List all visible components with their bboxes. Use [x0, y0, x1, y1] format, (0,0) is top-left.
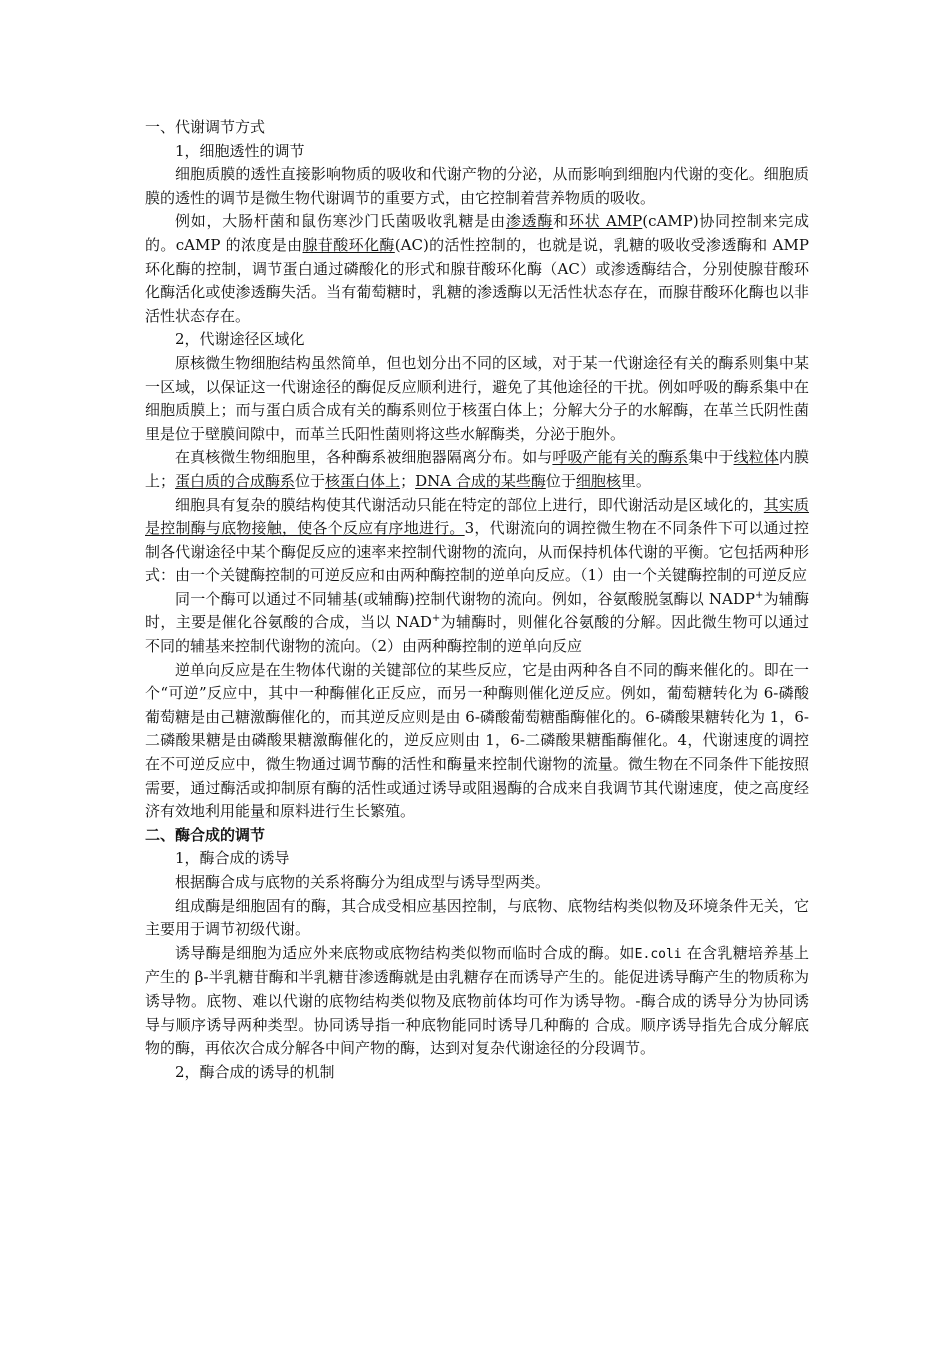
underlined-term: 蛋白质的合成酶系 [175, 471, 296, 490]
underlined-term: 呼吸产能有关的酶系 [552, 448, 689, 467]
underlined-sentence: 其实质是控制酶与底物接触，使各个反应有序地进行。 [145, 495, 809, 538]
paragraph-unidirectional-reactions: 逆单向反应是在生物体代谢的关键部位的某些反应，它是由两种各自不同的酶来催化的。即在一个“可逆”反应中，其中一种酶催化正反应，而另一种酶则催化逆反应。例如，葡萄糖转化为 6-磷酸葡萄糖是由己糖激酶催化的，而其逆反应则是由 6-磷酸葡萄糖酯酶催化的。6-磷酸果糖转化为 1，6-二磷酸果糖是由磷酸果糖激酶催化的，逆反应则由 1，6-二磷酸果糖酯酶催化。4，代谢速度的调控在不可逆反应中，微生物通过调节酶的活性和酶量来控制代谢物的流量。微生物在不同条件下能按照需要，通过酶活或抑制原有酶的活性或通过诱导或阻遏酶的合成来自我调节其代谢速度，使之高度经济有效地利用能量和原料进行生长繁殖。 [145, 660, 809, 821]
paragraph-constitutive-enzyme: 组成酶是细胞固有的酶，其合成受相应基因控制，与底物、底物结构类似物及环境条件无关，它主要用于调节初级代谢。 [145, 896, 809, 939]
subheading-induction-mechanism: 2，酶合成的诱导的机制 [175, 1062, 335, 1081]
subheading-enzyme-induction: 1，酶合成的诱导 [175, 849, 290, 868]
paragraph-inducible-enzyme: 诱导酶是细胞为适应外来底物或底物结构类似物而临时合成的酶。如E.coli 在含乳糖培养基上产生的 β-半乳糖苷酶和半乳糖苷渗透酶就是由乳糖存在而诱导产生的。能促进诱导酶产生的物质称为诱导物。底物、难以代谢的底物结构类似物及底物前体均可作为诱导物。-酶合成的诱导分为协同诱导与顺序诱导两种类型。协同诱导指一种底物能同时诱导几种酶的 合成。顺序诱导指先合成分解底物的酶，再依次合成分解各中间产物的酶，达到对复杂代谢途径的分段调节。 [145, 943, 809, 1058]
paragraph-prokaryote-regions: 原核微生物细胞结构虽然简单，但也划分出不同的区域，对于某一代谢途径有关的酶系则集中某一区域，以保证这一代谢途径的酶促反应顺利进行，避免了其他途径的干扰。例如呼吸的酶系集中在细胞质膜上；而与蛋白质合成有关的酶系则位于核蛋白体上；分解大分子的水解酶，在革兰氏阴性菌里是位于壁膜间隙中，而革兰氏阳性菌则将这些水解酶类，分泌于胞外。 [145, 353, 809, 443]
section-heading-1: 一、代谢调节方式 [145, 118, 266, 136]
paragraph-membrane-structure: 细胞具有复杂的膜结构使其代谢活动只能在特定的部位上进行，即代谢活动是区域化的，其实质是控制酶与底物接触，使各个反应有序地进行。3，代谢流向的调控微生物在不同条件下可以通过控制各代谢途径中某个酶促反应的速率来控制代谢物的流向，从而保持机体代谢的平衡。它包括两种形式：由一个关键酶控制的可逆反应和由两种酶控制的逆单向反应。（1）由一个关键酶控制的可逆反应 [145, 495, 809, 585]
subheading-cell-permeability: 1，细胞透性的调节 [175, 141, 305, 160]
organism-name: E.coli [634, 946, 682, 962]
section-heading-2: 二、酶合成的调节 [145, 825, 266, 844]
paragraph-eukaryote-organelles: 在真核微生物细胞里，各种酶系被细胞器隔离分布。如与呼吸产能有关的酶系集中于线粒体内膜上；蛋白质的合成酶系位于核蛋白体上；DNA 合成的某些酶位于细胞核里。 [145, 448, 809, 490]
paragraph-lactose-uptake: 例如，大肠杆菌和鼠伤寒沙门氏菌吸收乳糖是由渗透酶和环状 AMP(cAMP)协同控制来完成的。cAMP 的浓度是由腺苷酸环化酶(AC)的活性控制的，也就是说，乳糖的吸收受渗透酶和 AMP 环化酶的控制，调节蛋白通过磷酸化的形式和腺苷酸环化酶（AC）或渗透酶结合，分别使腺苷酸环化酶活化或使渗透酶失活。当有葡萄糖时，乳糖的渗透酶以无活性状态存在，而腺苷酸环化酶也以非活性状态存在。 [145, 212, 809, 325]
underlined-term: DNA 合成的某些酶 [415, 471, 546, 490]
underlined-term: 环状 AMP [568, 212, 643, 231]
underlined-term: 细胞核 [575, 471, 621, 490]
paragraph-enzyme-types: 根据酶合成与底物的关系将酶分为组成型与诱导型两类。 [175, 873, 551, 891]
underlined-term: 核蛋白体上 [325, 471, 401, 490]
underlined-term: 线粒体 [733, 448, 779, 467]
underlined-term: 渗透酶 [505, 212, 554, 231]
paragraph-cofactor-control: 同一个酶可以通过不同辅基(或辅酶)控制代谢物的流向。例如，谷氨酸脱氢酶以 NADP+为辅酶时，主要是催化谷氨酸的合成，当以 NAD+为辅酶时，则催化谷氨酸的分解。因此微生物可以通过不同的辅基来控制代谢物的流向。（2）由两种酶控制的逆单向反应 [145, 589, 809, 656]
subheading-compartmentalization: 2，代谢途径区域化 [175, 330, 305, 349]
underlined-term: 腺苷酸环化酶 [302, 235, 395, 254]
paragraph-membrane-permeability: 细胞质膜的透性直接影响物质的吸收和代谢产物的分泌，从而影响到细胞内代谢的变化。细胞质膜的透性的调节是微生物代谢调节的重要方式，由它控制着营养物质的吸收。 [145, 165, 809, 207]
